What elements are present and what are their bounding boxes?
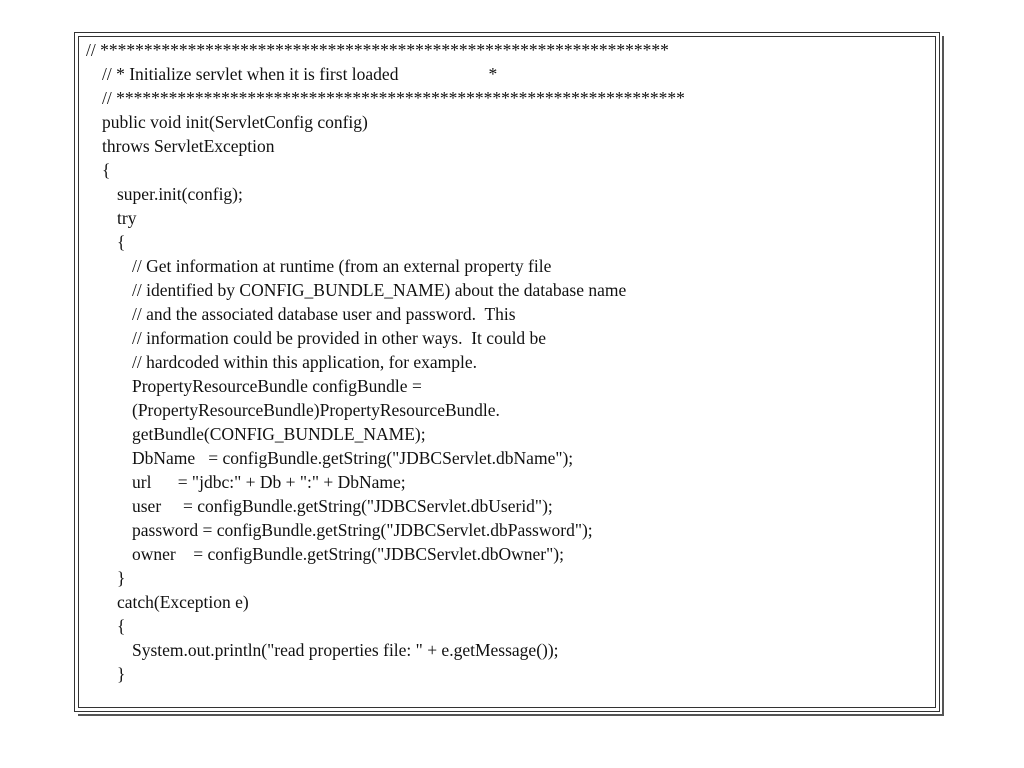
code-line: {: [117, 616, 126, 636]
code-line: // *****************************************************************: [102, 88, 685, 108]
code-line: }: [117, 568, 126, 588]
code-line: // information could be provided in other ways. It could be: [132, 328, 547, 348]
code-line: try: [117, 208, 137, 228]
code-line: [86, 62, 926, 86]
code-listing: [86, 38, 926, 686]
code-line: public void init(ServletConfig config): [102, 112, 368, 132]
code-line: throws ServletException: [102, 136, 275, 156]
code-line: {: [102, 160, 111, 180]
code-line: (PropertyResourceBundle)PropertyResourceBundle.: [132, 400, 500, 420]
code-line: // *****************************************************************: [86, 40, 669, 60]
code-line: {: [117, 232, 126, 252]
code-line: owner = configBundle.getString("JDBCServlet.dbOwner");: [132, 544, 564, 564]
code-line: // Get information at runtime (from an external property file: [132, 256, 552, 276]
code-line: password = configBundle.getString("JDBCServlet.dbPassword");: [132, 520, 593, 540]
code-line: PropertyResourceBundle configBundle =: [132, 376, 422, 396]
code-line: url = "jdbc:" + Db + ":" + DbName;: [132, 472, 406, 492]
code-line: getBundle(CONFIG_BUNDLE_NAME);: [132, 424, 426, 444]
code-line: catch(Exception e): [117, 592, 249, 612]
code-line: System.out.println("read properties file: " + e.getMessage());: [132, 640, 559, 660]
code-line: // identified by CONFIG_BUNDLE_NAME) about the database name: [132, 280, 627, 300]
code-line: }: [117, 664, 126, 684]
code-line: // hardcoded within this application, for example.: [132, 352, 478, 372]
code-line: // and the associated database user and password. This: [132, 304, 516, 324]
code-line-text: // * Initialize servlet when it is first loaded: [102, 64, 399, 84]
banner-end-star: *: [488, 64, 498, 84]
code-line: user = configBundle.getString("JDBCServlet.dbUserid");: [132, 496, 553, 516]
code-line: super.init(config);: [117, 184, 243, 204]
code-line: DbName = configBundle.getString("JDBCServlet.dbName");: [132, 448, 574, 468]
